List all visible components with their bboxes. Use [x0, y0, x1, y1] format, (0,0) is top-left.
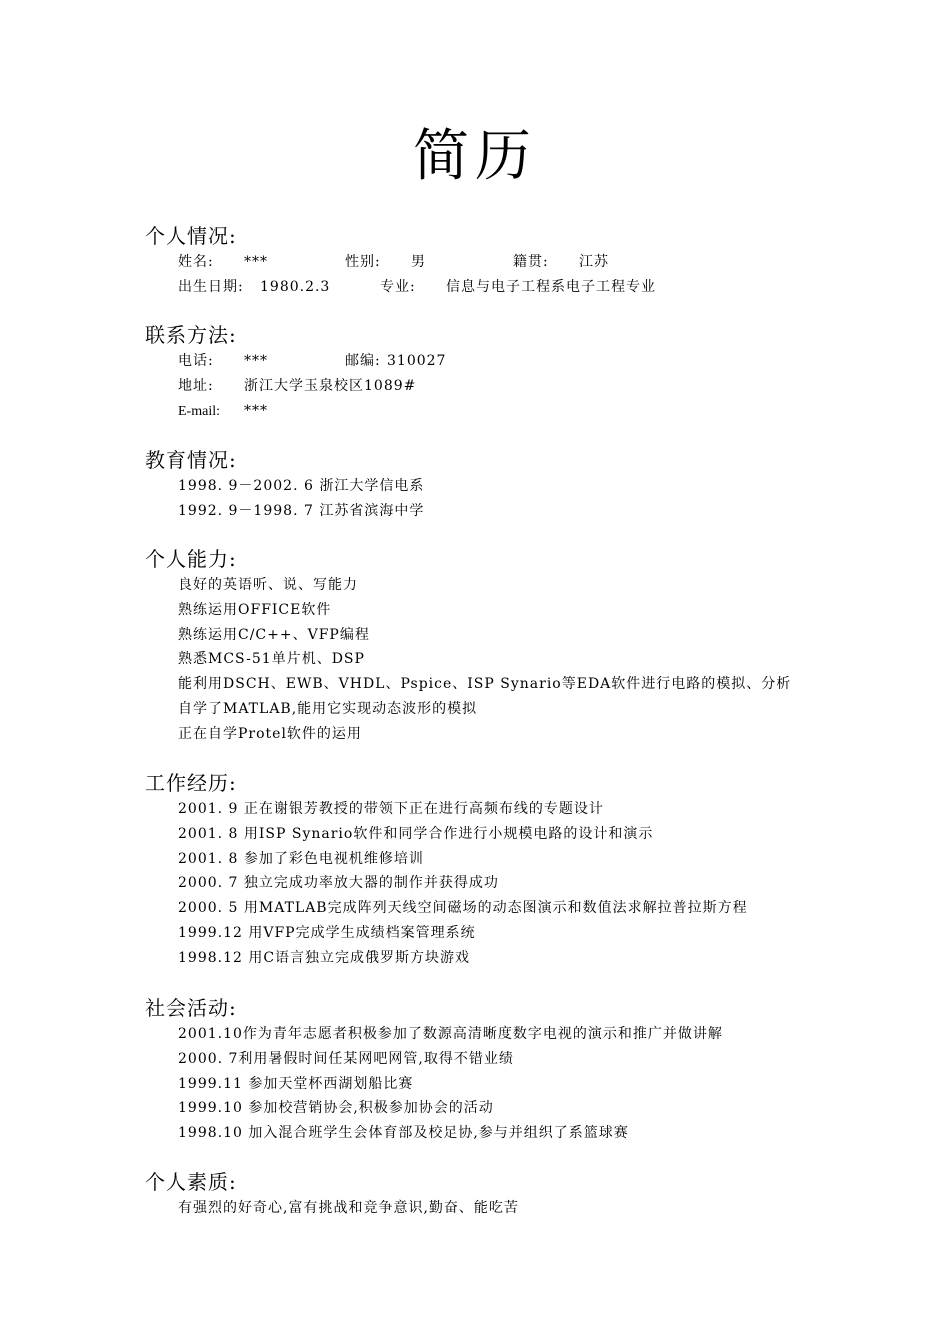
social-item: 1999.11 参加天堂杯西湖划船比赛 — [178, 1075, 414, 1092]
social-item: 2001.10作为青年志愿者积极参加了数源高清晰度数字电视的演示和推广并做讲解 — [178, 1026, 723, 1042]
skill-item: 正在自学Protel软件的运用 — [178, 725, 362, 742]
education-item: 1998. 9－2002. 6 浙江大学信电系 — [178, 478, 425, 494]
zip-label: 邮编: — [345, 353, 381, 369]
section-personal — [145, 224, 845, 300]
education-item: 1992. 9－1998. 7 江苏省滨海中学 — [178, 502, 425, 519]
work-item: 2001. 9 正在谢银芳教授的带领下正在进行高频布线的专题设计 — [178, 801, 604, 817]
name-value: *** — [244, 254, 268, 270]
gender-value: 男 — [411, 254, 426, 270]
section-heading: 教育情况: — [145, 448, 237, 472]
page-title: 简历 — [413, 124, 537, 189]
zip-value: 310027 — [387, 353, 447, 369]
skill-item: 良好的英语听、说、写能力 — [178, 577, 358, 593]
phone-label: 电话: — [178, 353, 214, 369]
email-label: E-mail: — [178, 403, 220, 419]
origin-value: 江苏 — [579, 254, 609, 270]
personal-line-2 — [145, 275, 845, 300]
work-item: 1998.12 用C语言独立完成俄罗斯方块游戏 — [178, 949, 471, 966]
address-label: 地址: — [178, 377, 214, 394]
skill-item: 自学了MATLAB,能用它实现动态波形的模拟 — [178, 700, 478, 717]
name-label: 姓名: — [178, 254, 214, 270]
section-work — [145, 771, 845, 971]
quality-item: 有强烈的好奇心,富有挑战和竞争意识,勤奋、能吃苦 — [178, 1200, 519, 1216]
work-item: 2000. 5 用MATLAB完成阵列天线空间磁场的动态图演示和数值法求解拉普拉斯方程 — [178, 900, 748, 917]
work-item: 2001. 8 用ISP Synario软件和同学合作进行小规模电路的设计和演示 — [178, 825, 654, 842]
skill-item: 熟练运用OFFICE软件 — [178, 601, 332, 618]
major-label: 专业: — [380, 278, 416, 295]
section-skills — [145, 547, 845, 747]
origin-label: 籍贯: — [513, 254, 549, 270]
contact-line-1 — [145, 349, 845, 374]
work-item: 2000. 7 独立完成功率放大器的制作并获得成功 — [178, 875, 499, 892]
personal-line-1 — [145, 250, 845, 275]
section-heading: 联系方法: — [145, 323, 237, 347]
section-education — [145, 448, 845, 524]
email-value: *** — [244, 402, 268, 419]
social-item: 2000. 7利用暑假时间任某网吧网管,取得不错业绩 — [178, 1050, 514, 1067]
section-heading: 工作经历: — [145, 771, 237, 795]
gender-label: 性别: — [345, 254, 381, 270]
contact-line-2 — [145, 374, 845, 399]
work-item: 1999.12 用VFP完成学生成绩档案管理系统 — [178, 924, 476, 941]
section-heading: 社会活动: — [145, 996, 237, 1020]
section-quality — [145, 1170, 845, 1221]
section-heading: 个人情况: — [145, 224, 237, 248]
section-social — [145, 996, 845, 1146]
social-item: 1998.10 加入混合班学生会体育部及校足协,参与并组织了系篮球赛 — [178, 1125, 629, 1142]
major-value: 信息与电子工程系电子工程专业 — [446, 278, 656, 295]
birth-label: 出生日期: — [178, 278, 244, 295]
skill-item: 熟练运用C/C++、VFP编程 — [178, 626, 370, 643]
skill-item: 能利用DSCH、EWB、VHDL、Pspice、ISP Synario等EDA软件进行电路的模拟、分析 — [178, 676, 792, 693]
section-heading: 个人能力: — [145, 547, 237, 571]
section-contact — [145, 323, 845, 423]
social-item: 1999.10 参加校营销协会,积极参加协会的活动 — [178, 1100, 494, 1117]
phone-value: *** — [244, 353, 268, 369]
work-item: 2001. 8 参加了彩色电视机维修培训 — [178, 850, 424, 867]
skill-item: 熟悉MCS-51单片机、DSP — [178, 651, 365, 668]
address-value: 浙江大学玉泉校区1089# — [244, 377, 417, 394]
birth-value: 1980.2.3 — [260, 278, 331, 295]
section-heading: 个人素质: — [145, 1170, 237, 1194]
contact-line-3 — [145, 399, 845, 424]
